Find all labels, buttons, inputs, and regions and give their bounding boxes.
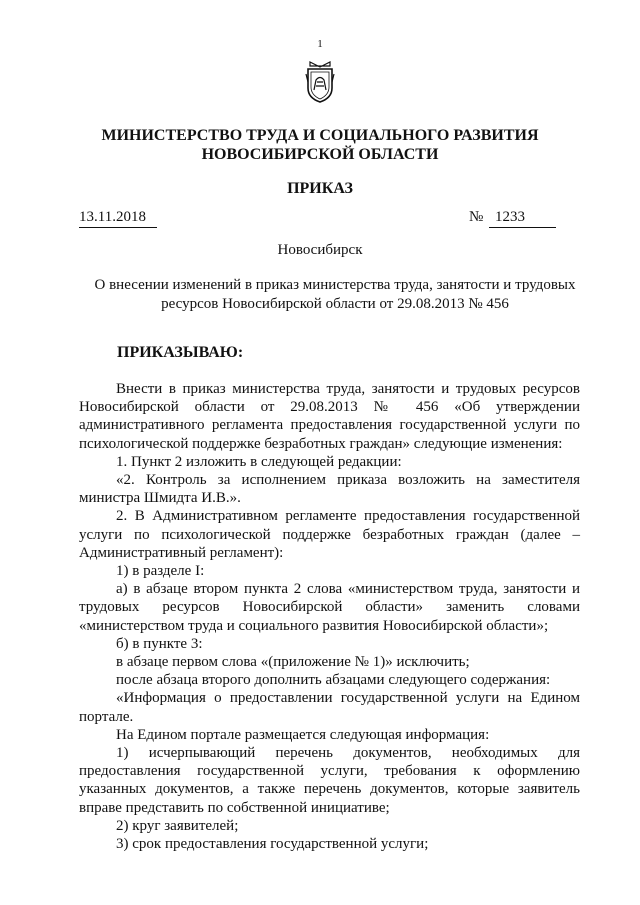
ministry-name-line2: НОВОСИБИРСКОЙ ОБЛАСТИ — [201, 146, 439, 163]
order-number: 1233 — [489, 209, 556, 228]
coat-of-arms-icon — [303, 60, 337, 104]
order-number-sign: № — [469, 209, 484, 225]
paragraph: «2. Контроль за исполнением приказа возложить на заместителя министра Шмидта И.В.». — [79, 472, 580, 507]
page-number: 1 — [317, 38, 323, 50]
paragraph: 1) в разделе I: — [116, 563, 205, 580]
document-type: ПРИКАЗ — [287, 180, 353, 197]
paragraph: 2. В Административном регламенте предоставления государственной услуги по психологической поддержке безработных граждан (далее – Административный регламент): — [79, 508, 580, 561]
order-date: 13.11.2018 — [79, 209, 157, 228]
paragraph: после абзаца второго дополнить абзацами следующего содержания: — [116, 672, 551, 689]
ministry-name-line1: МИНИСТЕРСТВО ТРУДА И СОЦИАЛЬНОГО РАЗВИТИЯ — [101, 127, 539, 144]
paragraph: 1) исчерпывающий перечень документов, необходимых для предоставления государственной услуги, требования к оформлению указанных документов, а также перечень документов, которые заявитель вправе представить по собственной инициативе; — [79, 745, 580, 816]
paragraph: 1. Пункт 2 изложить в следующей редакции: — [116, 453, 402, 470]
paragraph: в абзаце первом слова «(приложение № 1)» исключить; — [116, 654, 470, 671]
order-body — [79, 380, 580, 853]
ministry-name — [0, 126, 640, 164]
paragraph: 3) срок предоставления государственной услуги; — [116, 836, 429, 853]
paragraph: На Едином портале размещается следующая информация: — [116, 726, 490, 743]
paragraph: б) в пункте 3: — [116, 635, 203, 652]
paragraph: а) в абзаце втором пункта 2 слова «министерством труда, занятости и трудовых ресурсов Новосибирской области» заменить словами «министерством труда и социального развития Новосибирской области»; — [79, 581, 580, 634]
order-directive: ПРИКАЗЫВАЮ: — [117, 344, 244, 361]
city: Новосибирск — [277, 242, 363, 258]
order-subject: О внесении изменений в приказ министерства труда, занятости и трудовых ресурсов Новосибирской области от 29.08.2013 № 456 — [94, 277, 576, 312]
paragraph: 2) круг заявителей; — [116, 817, 239, 834]
paragraph: Внести в приказ министерства труда, занятости и трудовых ресурсов Новосибирской области от 29.08.2013 № 456 «Об утверждении административного регламента предоставления государственной услуги по психологической поддержке безработных граждан» следующие изменения: — [79, 381, 580, 452]
paragraph: «Информация о предоставлении государственной услуги на Едином портале. — [79, 690, 580, 725]
